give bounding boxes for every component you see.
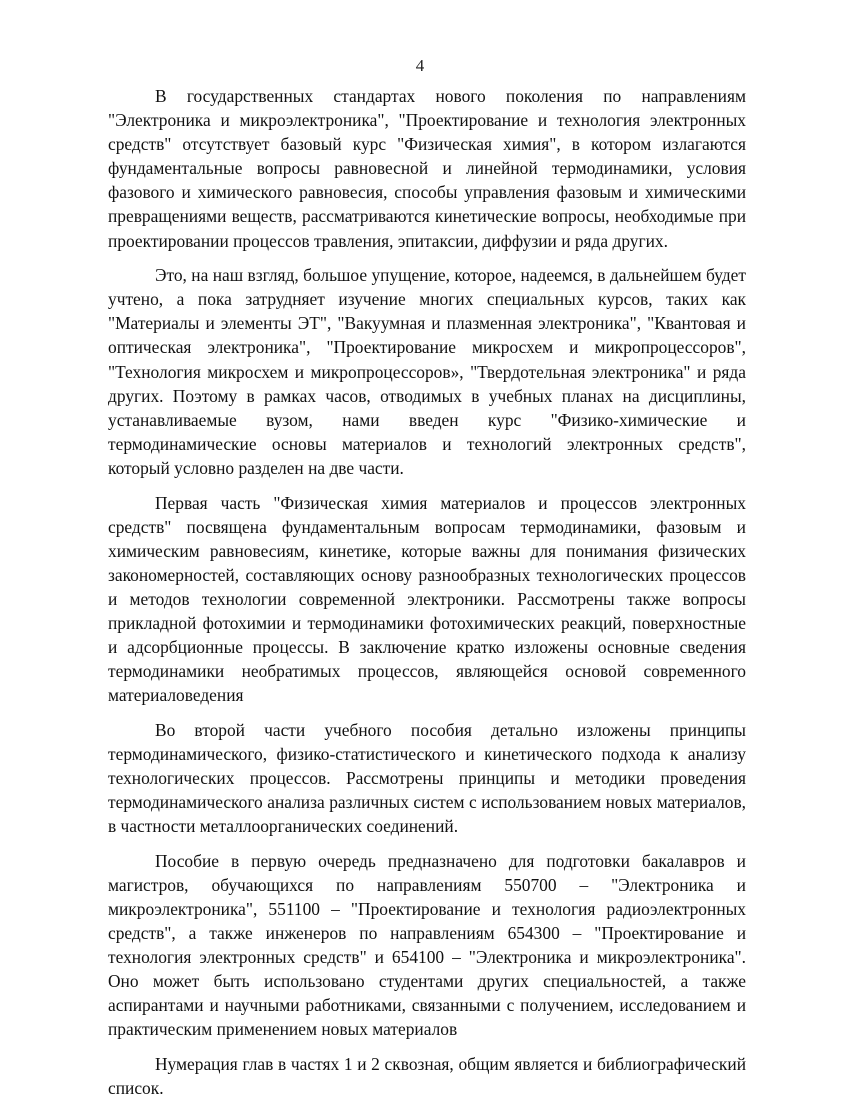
paragraph-audience: Пособие в первую очередь предназначено для подготовки бакалавров и магистров, обучающихся по направлениям 550700 – "Электроника и микроэлектроника", 551100 – "Проектирование и технология радиоэлектронных средств", а также инженеров по направлениям 654300 – "Проектирование и технология электронных средств" и 654100 – "Электроника и микроэлектроника". Оно может быть использовано студентами других специальностей, а также аспирантами и научными работниками, связанными с получением, исследованием и практическим применением новых материалов <box>108 850 746 1040</box>
page-number: 4 <box>415 56 425 75</box>
paragraph-part-one: Первая часть "Физическая химия материалов и процессов электронных средств" посвящена фундаментальным вопросам термодинамики, фазовым и химическим равновесиям, кинетике, которые важны для понимания физических закономерностей, составляющих основу разнообразных технологических процессов и методов технологии современной электроники. Рассмотрены также вопросы прикладной фотохимии и термодинамики фотохимических реакций, поверхностные и адсорбционные процессы. В заключение кратко изложены основные сведения термодинамики необратимых процессов, являющейся основой современного материаловедения <box>108 492 746 706</box>
paragraph-part-two: Во второй части учебного пособия детально изложены принципы термодинамического, физико-статистического и кинетического подхода к анализу технологических процессов. Рассмотрены принципы и методики проведения термодинамического анализа различных систем с использованием новых материалов, в частности металлоорганических соединений. <box>108 719 746 837</box>
paragraph-course-introduction: Это, на наш взгляд, большое упущение, которое, надеемся, в дальнейшем будет учтено, а пока затрудняет изучение многих специальных курсов, таких как "Материалы и элементы ЭТ", "Вакуумная и плазменная электроника", "Квантовая и оптическая электроника", "Проектирование микросхем и микропроцессоров", "Технология микросхем и микропроцессоров», "Твердотельная электроника" и ряда других. Поэтому в рамках часов, отводимых в учебных планах на дисциплины, устанавливаемые вузом, нами введен курс "Физико-химические и термодинамические основы материалов и технологий электронных средств", который условно разделен на две части. <box>108 265 746 478</box>
paragraph-numbering: Нумерация глав в частях 1 и 2 сквозная, общим является и библиографический список. <box>108 1054 746 1099</box>
body-text <box>108 84 746 1100</box>
paragraph-standards: В государственных стандартах нового поколения по направлениям "Электроника и микроэлектроника", "Проектирование и технология электронных средств" отсутствует базовый курс "Физическая химия", в котором излагаются фундаментальные вопросы равновесной и линейной термодинамики, условия фазового и химического равновесия, способы управления фазовым и химическими превращениями веществ, рассматриваются кинетические вопросы, необходимые при проектировании процессов травления, эпитаксии, диффузии и ряда других. <box>108 86 746 251</box>
